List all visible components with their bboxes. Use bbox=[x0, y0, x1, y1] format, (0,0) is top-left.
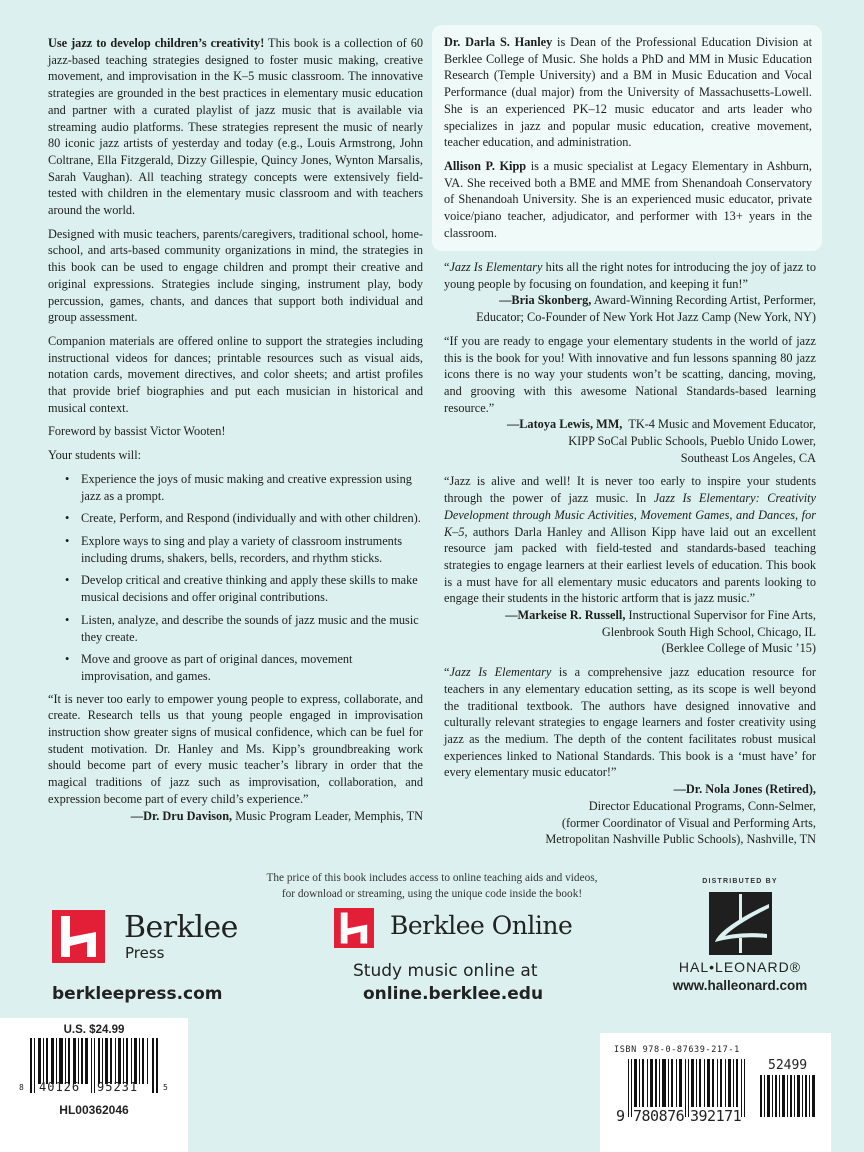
list-item: • Create, Perform, and Respond (individually and with other children). bbox=[65, 510, 423, 527]
book-title: Jazz Is Elementary bbox=[449, 260, 543, 274]
bio-name: Allison P. Kipp bbox=[444, 158, 527, 173]
list-item: • Listen, analyze, and describe the sounds of jazz music and the music they create. bbox=[65, 612, 423, 645]
berklee-online-wordmark: Berklee Online bbox=[390, 911, 573, 940]
testimonial-skonberg bbox=[444, 259, 816, 326]
testimonials bbox=[444, 259, 816, 855]
quote-role: Music Program Leader, Memphis, TN bbox=[232, 808, 423, 823]
intro-lead: Use jazz to develop children’s creativity! bbox=[48, 36, 265, 50]
companion-paragraph: Companion materials are offered online to support the strategies including instructional videos for dances; printable resources such as visual aids, notation cards, movement directives, and color sheets; and artist profiles that provide brief biographies and put each musician in historical and musical context. bbox=[48, 333, 423, 415]
isbn-digits-right: 392171 bbox=[690, 1107, 742, 1125]
book-title: Jazz Is Elementary bbox=[449, 665, 552, 680]
berklee-online-logo bbox=[334, 908, 573, 1004]
upc-barcode bbox=[19, 1038, 169, 1102]
hal-leonard-wordmark: HAL•LEONARD® bbox=[678, 959, 802, 975]
bio-hanley bbox=[444, 34, 812, 151]
study-online-text: Study music online at bbox=[353, 961, 538, 981]
berklee-wordmark: Berklee bbox=[124, 910, 238, 945]
isbn-digits-left: 780876 bbox=[633, 1107, 685, 1125]
hal-leonard-mark-icon bbox=[709, 892, 772, 955]
author-bios bbox=[432, 25, 822, 251]
list-item: • Develop critical and creative thinking and apply these skills to make musical decisions and offer original contributions. bbox=[65, 572, 423, 605]
bio-text: is Dean of the Professional Education Division at Berklee College of Music. She holds a PhD and MM in Music Education Research (Temple University) and a BM in Music Education and Vocal Performance (dual major) from the University of Massachusetts-Lowell. She is an experienced PK–12 music educator and arts leader who specializes in jazz and popular music education, creative movement, teacher education, and administration. bbox=[444, 35, 813, 150]
hal-leonard-url: www.halleonard.com bbox=[672, 978, 808, 993]
students-heading: Your students will: bbox=[48, 448, 142, 463]
berklee-online-url: online.berklee.edu bbox=[363, 984, 544, 1004]
isbn-addon-barcode-icon bbox=[760, 1075, 816, 1117]
distributed-by-label: DISTRIBUTED BY bbox=[702, 878, 778, 885]
quote-author: —Dr. Dru Davison, bbox=[130, 808, 233, 823]
testimonial-text: “Jazz Is Elementary is a comprehensive jazz education resource for teachers in any elementary education setting, as its scope is well beyond the traditional textbook. The authors have designed innovative and culturally relevant strategies to engage learners and foster creativity using jazz as the medium. The depth of the content facilitates robust musical experiences linked to National Standards. This book is a ‘must have’ for every elementary music educator!” bbox=[444, 665, 816, 780]
upc-digits-left: 40126 bbox=[39, 1080, 81, 1094]
intro-text: This book is a collection of 60 jazz-based teaching strategies designed to foster music making, creative movement, and improvisation in the K–5 music classroom. The innovative strategies are grounded in the best practices in elementary music education and partner with a curated playlist of jazz music that is available via streaming audio platforms. These strategies represent the music of nearly 80 iconic jazz artists of yesterday and today (e.g., Louis Armstrong, John Coltrane, Ella Fitzgerald, Dizzy Gillespie, Quincy Jones, Wynton Marsalis, Sarah Vaughan). All teaching strategy concepts were extensively field-tested with children in the elementary music classroom and with teachers around the world. bbox=[48, 36, 423, 218]
upc-last-digit: 5 bbox=[163, 1083, 168, 1092]
hal-leonard-logo bbox=[655, 878, 825, 993]
upc-digits-right: 95231 bbox=[97, 1080, 139, 1094]
berklee-press-logo bbox=[52, 910, 238, 1004]
testimonial-lewis bbox=[444, 333, 816, 467]
testimonial-attribution: —Latoya Lewis, MM, TK-4 Music and Movement Educator, KIPP SoCal Public Schools, Pueblo Unido Lower, Southeast Los Angeles, CA bbox=[506, 417, 816, 465]
left-column bbox=[48, 35, 423, 824]
online-access-note: The price of this book includes access to online teaching aids and videos, for download or streaming, using the unique code inside the book! bbox=[266, 872, 598, 900]
list-item: • Move and groove as part of original dances, movement improvisation, and games. bbox=[65, 651, 423, 684]
testimonial-text: “If you are ready to engage your elementary students in the world of jazz this is the book for you! With innovative and fun lessons spanning 80 jazz icons there is no way your students won’t be scatting, dancing, moving, and grooving with this awesome National Standards-based learning resource.” bbox=[444, 333, 816, 415]
isbn-label: ISBN 978-0-87639-217-1 bbox=[614, 1045, 740, 1055]
outcomes-list bbox=[65, 471, 423, 685]
bio-name: Dr. Darla S. Hanley bbox=[444, 35, 553, 49]
isbn-barcode-box bbox=[600, 1033, 831, 1152]
hl-product-code: HL00362046 bbox=[59, 1103, 129, 1117]
berklee-mark-icon bbox=[52, 910, 105, 963]
list-item: • Experience the joys of music making and creative expression using jazz as a prompt. bbox=[65, 471, 423, 504]
list-item: • Explore ways to sing and play a variety of classroom instruments including drums, shakers, bells, recorders, and rhythm sticks. bbox=[65, 533, 423, 566]
designed-paragraph: Designed with music teachers, parents/caregivers, traditional school, home-school, and arts-based community organizations in mind, the strategies in this book can be used to engage children and prompt their creative and original expressions. Strategies include singing, instrument play, body percussion, games, chants, and dances that support both individual and group assessment. bbox=[48, 226, 423, 325]
bio-text: is a music specialist at Legacy Elementary in Ashburn, VA. She received both a BME and MME from Shenandoah Conservatory of Shenandoah University. She is an experienced music educator, private voice/piano teacher, adjudicator, and performer with 13+ years in the classroom. bbox=[444, 158, 812, 240]
book-title: Jazz Is Elementary: Creativity Development through Music Activities, Movement Games, and Dances, for K–5 bbox=[444, 491, 816, 539]
isbn-first-digit: 9 bbox=[616, 1107, 626, 1125]
testimonial-text: “Jazz Is Elementary hits all the right notes for introducing the joy of jazz to young people by focusing on foundation, and keeping it fun!” bbox=[444, 260, 816, 291]
testimonial-text: “Jazz is alive and well! It is never too early to inspire your students through the power of jazz music. In Jazz Is Elementary: Creativity Development through Music Activities, Movement Games, and Dances, for K–5, authors Darla Hanley and Allison Kipp have laid out an excellent resource jam packed with field-tested and standards-based teaching strategies to engage learners at their earliest levels of education. This book is a must have for all elementary music educators and parents looking to engage their students in the historic artform that is jazz music.” bbox=[444, 474, 816, 606]
price-label: U.S. $24.99 bbox=[63, 1024, 125, 1036]
intro-paragraph bbox=[48, 35, 423, 219]
testimonial-attribution: —Dr. Nola Jones (Retired), Director Educational Programs, Conn-Selmer, (former Coordinator of Visual and Performing Arts, Metropolitan Nashville Public Schools), Nashville, TN bbox=[545, 782, 816, 847]
testimonial-jones bbox=[444, 664, 816, 848]
davison-quote: “It is never too early to empower young people to express, collaborate, and create. Research tells us that young people engaged in improvisation instruction show greater signs of musical confidence, which can be fuel for student motivation. Dr. Hanley and Ms. Kipp’s groundbreaking work should become part of every music teacher’s library in order that the magical traditions of jazz such as improvisation, collaboration, and expression become part of every child’s experience.” bbox=[48, 691, 423, 806]
price-barcode-box bbox=[0, 1018, 188, 1152]
press-wordmark: Press bbox=[125, 944, 165, 962]
testimonial-russell bbox=[444, 473, 816, 657]
berklee-press-url: berkleepress.com bbox=[52, 984, 223, 1004]
testimonial-attribution: —Bria Skonberg, Award-Winning Recording Artist, Performer, Educator; Co-Founder of New York Hot Jazz Camp (New York, NY) bbox=[476, 293, 816, 325]
davison-attribution bbox=[48, 808, 423, 825]
upc-first-digit: 8 bbox=[19, 1083, 24, 1092]
isbn-addon-digits: 52499 bbox=[768, 1058, 808, 1073]
bio-kipp bbox=[444, 158, 812, 242]
foreword-line: Foreword by bassist Victor Wooten! bbox=[48, 424, 226, 439]
testimonial-attribution: —Markeise R. Russell, Instructional Supervisor for Fine Arts, Glenbrook South High School, Chicago, IL (Berklee College of Music ’15) bbox=[505, 608, 816, 656]
berklee-mark-icon bbox=[334, 908, 374, 948]
